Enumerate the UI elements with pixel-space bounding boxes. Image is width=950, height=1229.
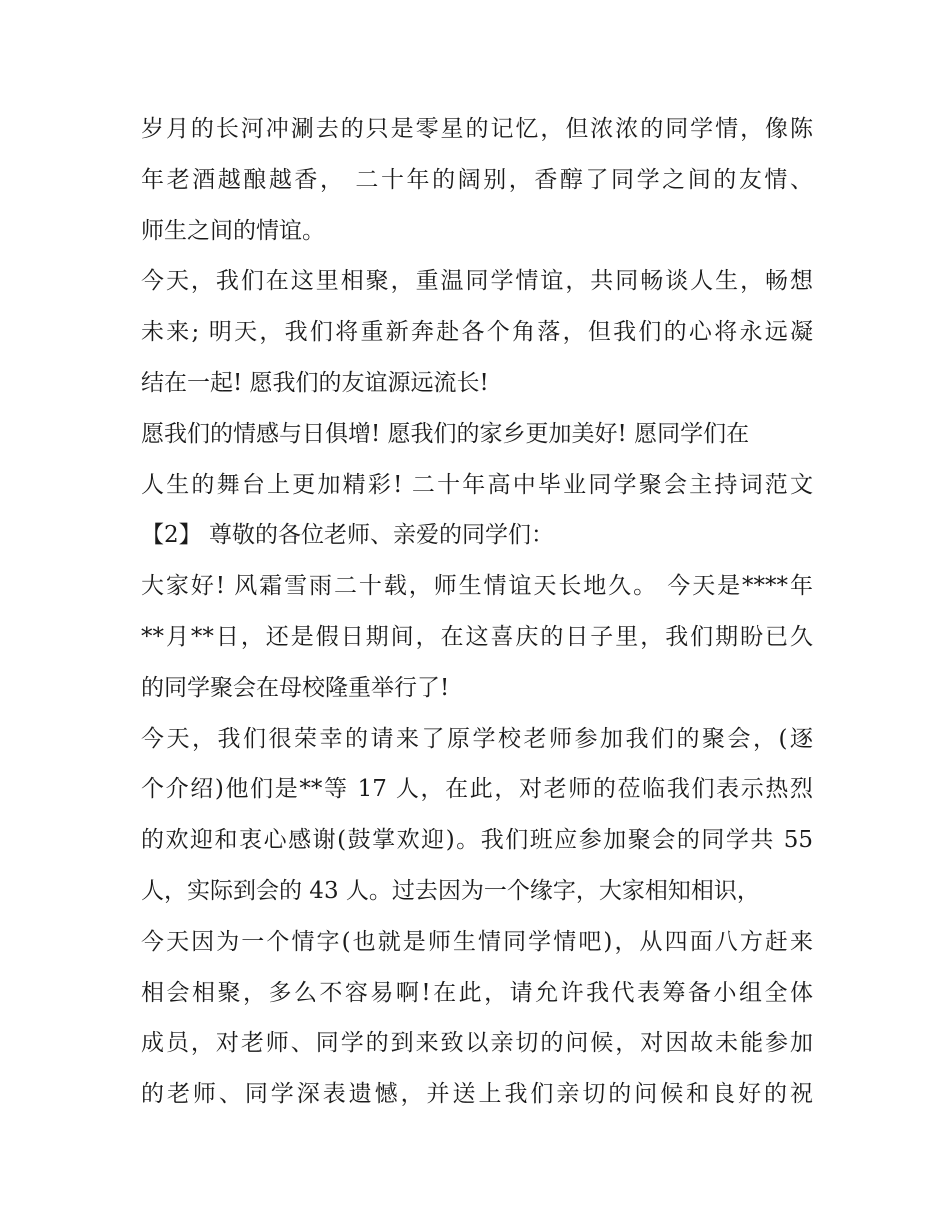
text-line: 【2】 尊敬的各位老师、亲爱的同学们： bbox=[141, 522, 554, 549]
text-line: 今天，我们在这里相聚，重温同学情谊，共同畅谈人生，畅想 bbox=[141, 268, 813, 295]
text-line: 大家好! 风霜雪雨二十载，师生情谊天长地久。 今天是****年 bbox=[141, 573, 813, 600]
text-line: 今天，我们很荣幸的请来了原学校老师参加我们的聚会，(逐 bbox=[141, 725, 813, 752]
text-line: 的老师、同学深表遗憾，并送上我们亲切的问候和良好的祝 bbox=[141, 1081, 813, 1108]
text-line: 的欢迎和衷心感谢(鼓掌欢迎)。我们班应参加聚会的同学共 55 bbox=[141, 827, 813, 854]
text-line: 个介绍)他们是**等 17 人，在此，对老师的莅临我们表示热烈 bbox=[141, 776, 813, 803]
text-line: 结在一起! 愿我们的友谊源远流长! bbox=[141, 369, 489, 396]
text-line: 成员，对老师、同学的到来致以亲切的问候，对因故未能参加 bbox=[141, 1030, 813, 1057]
text-line: **月**日，还是假日期间，在这喜庆的日子里，我们期盼已久 bbox=[141, 623, 813, 650]
text-line: 年老酒越酿越香， 二十年的阔别，香醇了同学之间的友情、 bbox=[141, 166, 813, 193]
text-line: 相会相聚，多么不容易啊!在此，请允许我代表筹备小组全体 bbox=[141, 979, 813, 1006]
text-line: 的同学聚会在母校隆重举行了! bbox=[141, 674, 450, 701]
text-line: 人生的舞台上更加精彩! 二十年高中毕业同学聚会主持词范文 bbox=[141, 471, 813, 498]
text-line: 师生之间的情谊。 bbox=[141, 217, 325, 244]
text-line: 今天因为一个情字(也就是师生情同学情吧)，从四面八方赶来 bbox=[141, 928, 813, 955]
text-line: 岁月的长河冲涮去的只是零星的记忆，但浓浓的同学情，像陈 bbox=[141, 116, 813, 142]
text-line: 未来; 明天，我们将重新奔赴各个角落，但我们的心将永远凝 bbox=[141, 319, 813, 346]
text-line: 愿我们的情感与日俱增! 愿我们的家乡更加美好! 愿同学们在 bbox=[141, 420, 750, 447]
text-line: 人，实际到会的 43 人。过去因为一个缘字，大家相知相识， bbox=[141, 877, 760, 904]
document-body bbox=[141, 104, 813, 1120]
